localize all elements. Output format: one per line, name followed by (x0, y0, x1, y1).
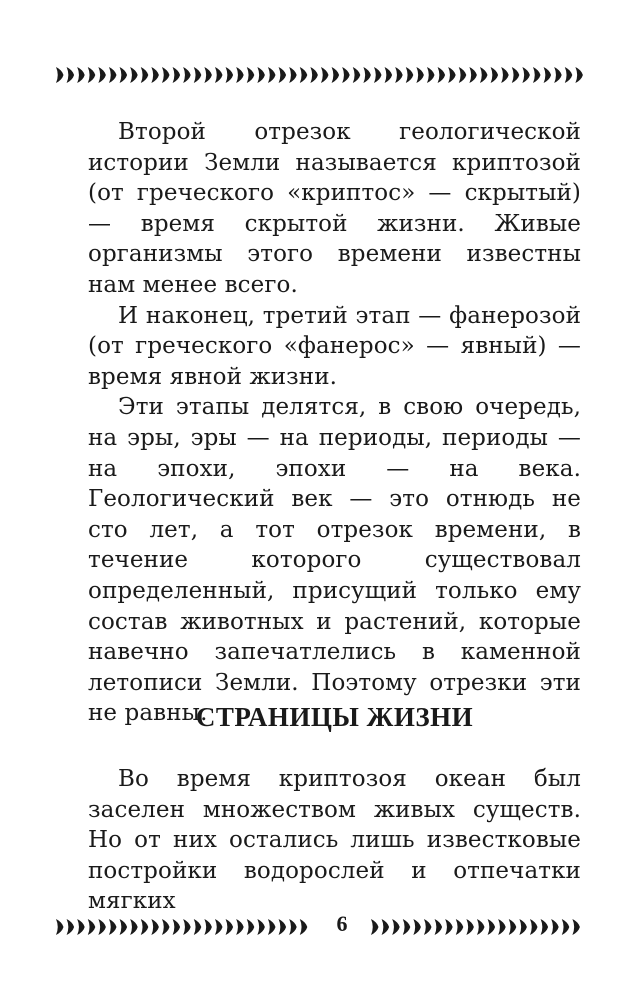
ornament-leaf (488, 919, 496, 935)
ornament-leaf (162, 67, 170, 83)
ornament-leaf (310, 67, 318, 83)
ornament-leaf (321, 67, 329, 83)
ornament-leaf (236, 919, 244, 935)
ornament-leaf (67, 67, 75, 83)
ornament-leaf (406, 67, 414, 83)
ornament-leaf (498, 919, 506, 935)
ornament-leaf (268, 67, 276, 83)
ornament-leaf (257, 919, 265, 935)
bottom-left-ornamental-border (53, 916, 315, 938)
ornament-leaf (162, 919, 170, 935)
ornament-leaf (385, 67, 393, 83)
ornament-leaf (109, 919, 117, 935)
ornament-leaf (56, 919, 64, 935)
ornament-leaf (424, 919, 432, 935)
ornament-leaf (120, 67, 128, 83)
ornament-leaf (173, 67, 181, 83)
ornament-leaf (509, 919, 517, 935)
ornament-leaf (562, 919, 570, 935)
top-ornamental-border (53, 64, 591, 86)
ornament-leaf (554, 67, 562, 83)
ornament-leaf (445, 919, 453, 935)
ornament-leaf (427, 67, 435, 83)
ornament-leaf (247, 919, 255, 935)
ornament-leaf (77, 67, 85, 83)
paragraph-geologic-eras: Эти этапы делятся, в свою очередь, на эры, эры — на периоды, периоды — на эпохи, эпохи — на века. Геологический век — это отнюдь не сто лет, а тот отрезок времени, в течение которого существовал определенный, присущий только ему состав животных и растений, которые навечно запечатлелись в каменной летописи Земли. Поэтому отрезки эти не равны. (88, 394, 581, 727)
ornament-leaf (353, 67, 361, 83)
ornament-leaf (226, 67, 234, 83)
ornament-leaf (204, 67, 212, 83)
ornament-leaf (279, 67, 287, 83)
page-number: 6 (336, 911, 348, 936)
ornament-leaf (98, 919, 106, 935)
ornament-leaf (469, 67, 477, 83)
ornament-leaf (130, 67, 138, 83)
ornament-leaf (392, 919, 400, 935)
ornament-leaf (374, 67, 382, 83)
ornament-leaf (551, 919, 559, 935)
paragraph-cryptozoic-ocean: Во время криптозоя океан был заселен множеством живых существ. Но от них остались лишь известковые постройки водорослей и отпечатки мягких (88, 766, 581, 915)
ornament-leaf (130, 919, 138, 935)
ornament-leaf (371, 919, 379, 935)
ornament-leaf (480, 67, 488, 83)
ornament-leaf (289, 919, 297, 935)
ornament-leaf (215, 919, 223, 935)
ornament-leaf (332, 67, 340, 83)
ornament-leaf (382, 919, 390, 935)
ornament-leaf (544, 67, 552, 83)
ornament-leaf (215, 67, 223, 83)
ornament-leaf (519, 919, 527, 935)
ornament-leaf (541, 919, 549, 935)
ornament-leaf (413, 919, 421, 935)
bottom-right-ornamental-border (368, 916, 591, 938)
ornament-leaf (530, 919, 538, 935)
ornament-leaf (575, 67, 583, 83)
ornament-leaf (247, 67, 255, 83)
ornament-leaf (77, 919, 85, 935)
ornament-leaf (501, 67, 509, 83)
ornament-leaf (98, 67, 106, 83)
ornament-leaf (395, 67, 403, 83)
ornament-leaf (183, 919, 191, 935)
ornament-leaf (289, 67, 297, 83)
ornament-leaf (204, 919, 212, 935)
ornament-leaf (565, 67, 573, 83)
ornament-leaf (226, 919, 234, 935)
section-heading: СТРАНИЦЫ ЖИЗНИ (195, 702, 474, 732)
ornament-leaf (572, 919, 580, 935)
ornament-leaf (56, 67, 64, 83)
ornament-leaf (456, 919, 464, 935)
ornament-leaf (279, 919, 287, 935)
ornament-leaf (194, 67, 202, 83)
body-text-block-continued (88, 764, 581, 917)
ornament-leaf (151, 919, 159, 935)
ornament-leaf (466, 919, 474, 935)
ornament-leaf (151, 67, 159, 83)
ornament-leaf (342, 67, 350, 83)
ornament-leaf (257, 67, 265, 83)
body-text-block (88, 117, 581, 729)
ornament-leaf (141, 919, 149, 935)
paragraph-cryptozoic: Второй отрезок геологической истории Земли называется криптозой (от греческого «криптос» — скрытый) — время скрытой жизни. Живые организмы этого времени известны нам менее всего. (88, 119, 581, 298)
ornament-leaf (300, 919, 308, 935)
ornament-leaf (522, 67, 530, 83)
ornament-leaf (194, 919, 202, 935)
paragraph-phanerozoic: И наконец, третий этап — фанерозой (от греческого «фанерос» — явный) — время явной жизни. (88, 302, 581, 390)
ornament-leaf (512, 67, 520, 83)
ornament-leaf (300, 67, 308, 83)
ornament-leaf (435, 919, 443, 935)
ornament-leaf (491, 67, 499, 83)
ornament-leaf (448, 67, 456, 83)
ornament-leaf (88, 67, 96, 83)
ornament-leaf (236, 67, 244, 83)
ornament-leaf (88, 919, 96, 935)
ornament-leaf (438, 67, 446, 83)
ornament-leaf (403, 919, 411, 935)
ornament-leaf (141, 67, 149, 83)
ornament-leaf (459, 67, 467, 83)
ornament-leaf (67, 919, 75, 935)
ornament-leaf (173, 919, 181, 935)
ornament-leaf (363, 67, 371, 83)
ornament-leaf (533, 67, 541, 83)
ornament-leaf (477, 919, 485, 935)
ornament-leaf (183, 67, 191, 83)
ornament-leaf (120, 919, 128, 935)
ornament-leaf (109, 67, 117, 83)
ornament-leaf (416, 67, 424, 83)
ornament-leaf (268, 919, 276, 935)
